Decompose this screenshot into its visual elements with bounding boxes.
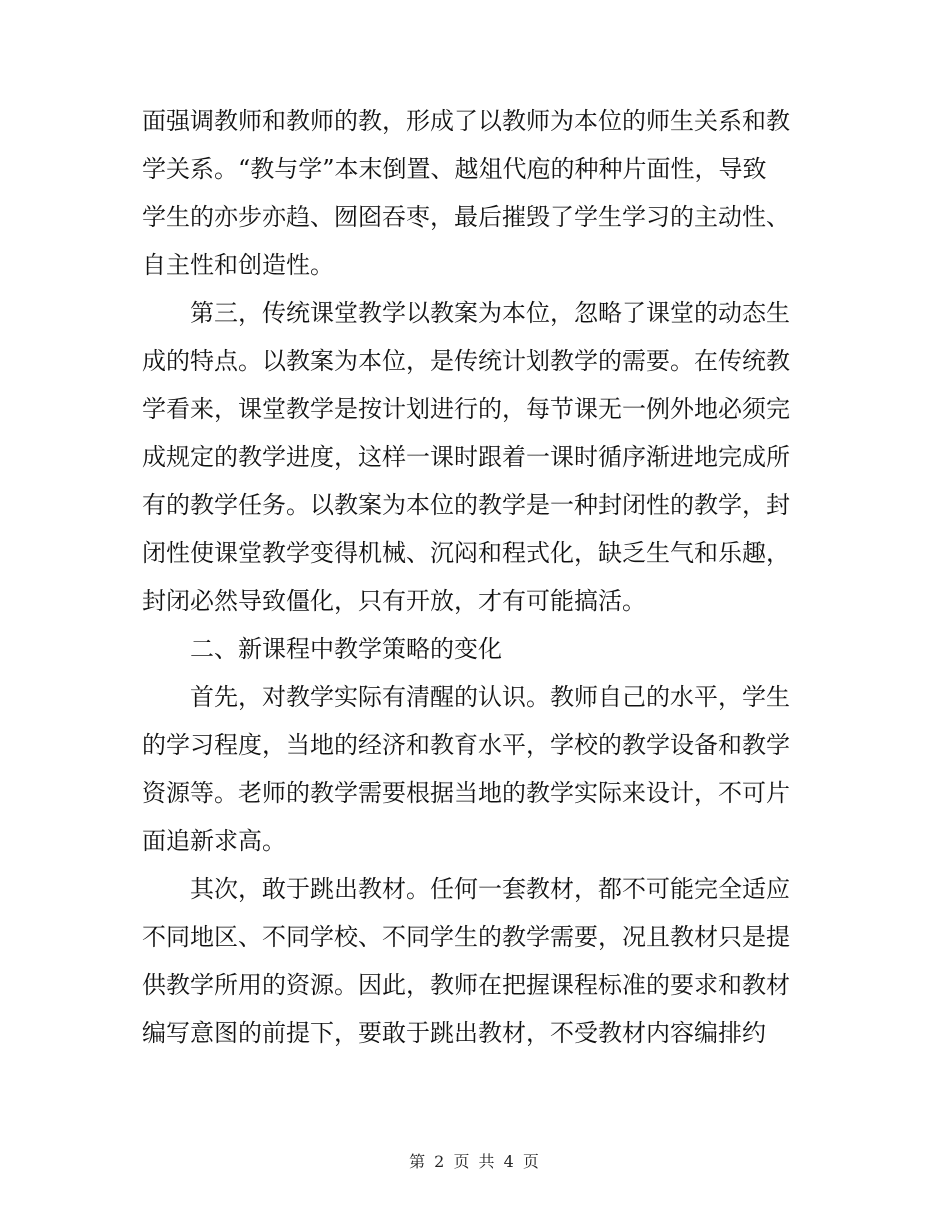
- paragraph-4: [142, 865, 814, 1057]
- text-line: 成规定的教学进度，这样一课时跟着一课时循序渐进地完成所: [142, 443, 790, 471]
- text-line: 的学习程度，当地的经济和教育水平，学校的教学设备和教学: [142, 731, 790, 759]
- paragraph-1: [142, 97, 814, 289]
- paragraph-2: [142, 289, 814, 625]
- text-line: 编写意图的前提下，要敢于跳出教材，不受教材内容编排约: [142, 1019, 766, 1047]
- text-line: 供教学所用的资源。因此，教师在把握课程标准的要求和教材: [142, 971, 790, 999]
- text-line: 闭性使课堂教学变得机械、沉闷和程式化，缺乏生气和乐趣，: [142, 539, 790, 567]
- heading-line: 二、新课程中教学策略的变化: [190, 635, 502, 663]
- text-line: 首先，对教学实际有清醒的认识。教师自己的水平，学生: [190, 683, 790, 711]
- text-line: 学生的亦步亦趋、囫囵吞枣，最后摧毁了学生学习的主动性、: [142, 203, 790, 231]
- page-number-label: 第 2 页 共 4 页: [409, 1152, 541, 1171]
- section-heading: [142, 625, 814, 673]
- text-line: 成的特点。以教案为本位，是传统计划教学的需要。在传统教: [142, 347, 790, 375]
- text-line: 资源等。老师的教学需要根据当地的教学实际来设计，不可片: [142, 779, 790, 807]
- text-line: 第三，传统课堂教学以教案为本位，忽略了课堂的动态生: [190, 299, 790, 327]
- text-line: 面强调教师和教师的教，形成了以教师为本位的师生关系和教: [142, 107, 790, 135]
- text-line: 不同地区、不同学校、不同学生的教学需要，况且教材只是提: [142, 923, 790, 951]
- text-line: 其次，敢于跳出教材。任何一套教材，都不可能完全适应: [190, 875, 790, 903]
- document-body: [142, 97, 814, 1057]
- text-line: 有的教学任务。以教案为本位的教学是一种封闭性的教学，封: [142, 491, 790, 519]
- paragraph-3: [142, 673, 814, 865]
- text-line: 学关系。“教与学”本末倒置、越俎代庖的种种片面性，导致: [142, 155, 767, 183]
- text-line: 封闭必然导致僵化，只有开放，才有可能搞活。: [142, 587, 646, 615]
- text-line: 面追新求高。: [142, 827, 286, 855]
- page-footer: [0, 1150, 950, 1174]
- text-line: 自主性和创造性。: [142, 251, 334, 279]
- text-line: 学看来，课堂教学是按计划进行的，每节课无一例外地必须完: [142, 395, 790, 423]
